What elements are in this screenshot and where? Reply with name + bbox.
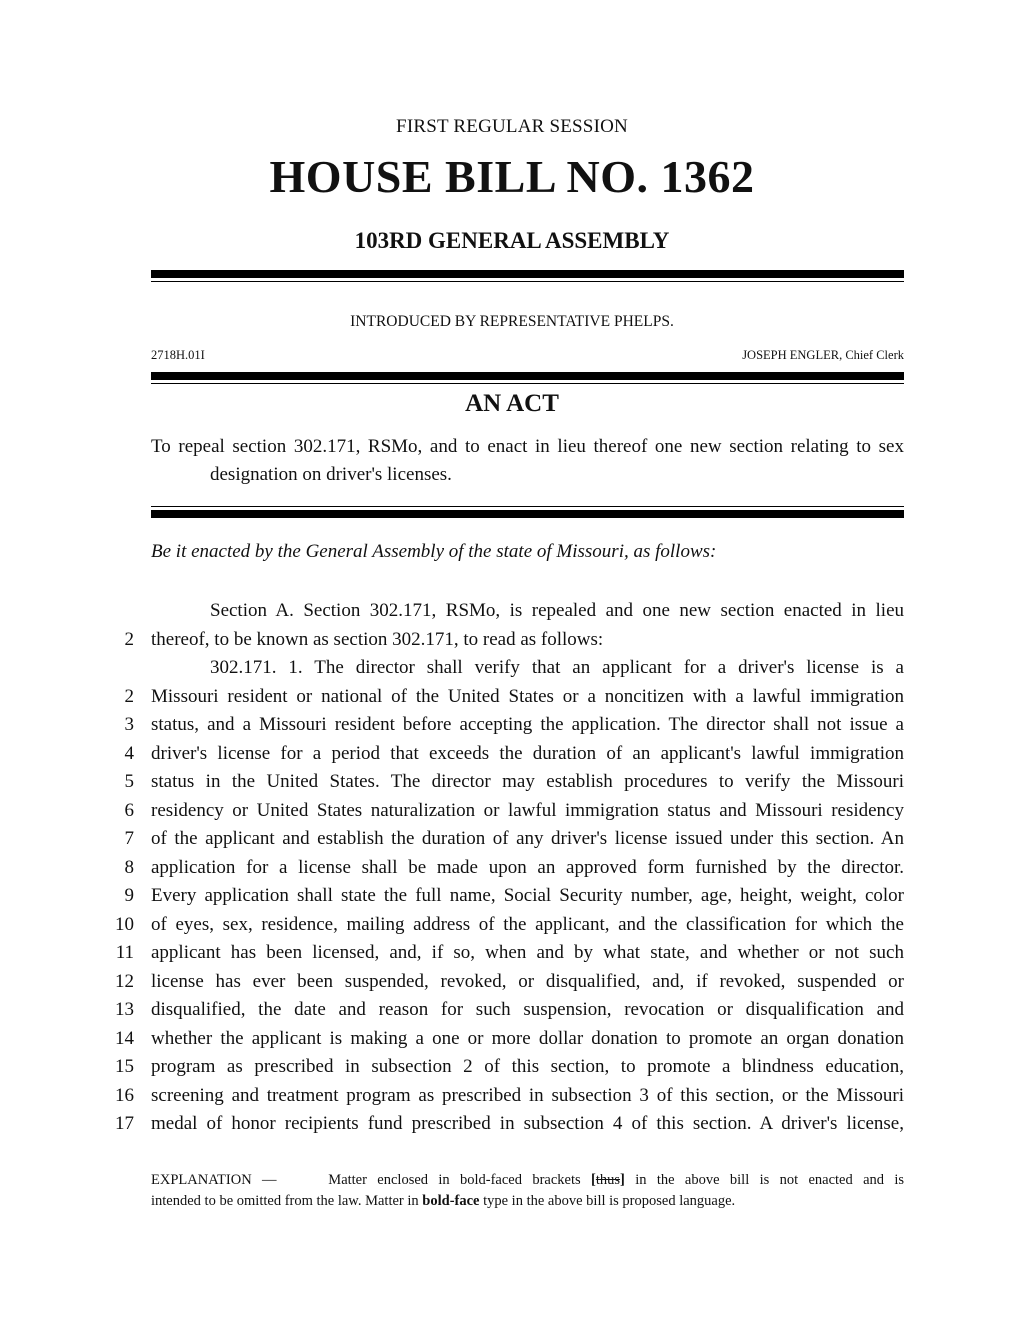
section-a-line2: thereof, to be known as section 302.171, to read as follows:: [151, 629, 604, 650]
statute-line: whether the applicant is making a one or more dollar donation to promote an organ donation: [151, 1028, 904, 1049]
bill-number: HOUSE BILL NO. 1362: [269, 151, 755, 202]
session-heading: FIRST REGULAR SESSION: [396, 116, 628, 137]
act-heading: AN ACT: [465, 390, 559, 417]
statute-line: status, and a Missouri resident before accepting the application. The director shall not issue a: [151, 714, 904, 735]
line-number: 12: [115, 971, 134, 992]
divider-thin: [151, 383, 904, 384]
divider-thick: [151, 510, 904, 518]
line-number: 17: [115, 1113, 134, 1134]
line-number: 2: [124, 629, 134, 650]
divider-thin: [151, 506, 904, 507]
explanation-label: EXPLANATION —: [151, 1172, 277, 1188]
explanation-text: in the above bill is not enacted and is: [635, 1172, 905, 1188]
general-assembly: 103RD GENERAL ASSEMBLY: [354, 228, 670, 253]
explanation-line1: [151, 1170, 904, 1191]
lr-code: 2718H.01I: [151, 348, 205, 362]
line-number: 7: [124, 828, 134, 849]
statute-line: screening and treatment program as prescribed in subsection 3 of this section, or the Missouri: [151, 1085, 904, 1106]
statute-line: of eyes, sex, residence, mailing address of the applicant, and the classification for which the: [151, 914, 904, 935]
line-number: 2: [124, 686, 134, 707]
line-number: 14: [115, 1028, 134, 1049]
section-302-171-line1: 302.171. 1. The director shall verify that an applicant for a driver's license is a: [210, 657, 904, 678]
struck-example: thus: [595, 1172, 621, 1188]
divider-thin: [151, 281, 904, 282]
introduced-by: INTRODUCED BY REPRESENTATIVE PHELPS.: [350, 313, 674, 330]
statute-line: medal of honor recipients fund prescribed in subsection 4 of this section. A driver's license,: [151, 1113, 904, 1134]
line-number: 10: [115, 914, 134, 935]
line-number: 11: [115, 942, 134, 963]
statute-line: of the applicant and establish the duration of any driver's license issued under this section. An: [151, 828, 904, 849]
line-number: 15: [115, 1056, 134, 1077]
explanation-text: Matter enclosed in bold-faced brackets: [328, 1172, 581, 1188]
bracket-open: [: [591, 1172, 596, 1188]
bold-face-example: bold-face: [422, 1193, 480, 1209]
statute-line: license has ever been suspended, revoked, or disqualified, and, if revoked, suspended or: [151, 971, 904, 992]
statute-line: residency or United States naturalization or lawful immigration status and Missouri residency: [151, 800, 904, 821]
statute-line: driver's license for a period that exceeds the duration of an applicant's lawful immigration: [151, 743, 904, 764]
statute-line: Missouri resident or national of the United States or a noncitizen with a lawful immigration: [151, 686, 904, 707]
line-number: 3: [124, 714, 134, 735]
line-number: 9: [124, 885, 134, 906]
enacting-clause: Be it enacted by the General Assembly of the state of Missouri, as follows:: [151, 541, 717, 562]
explanation-note: [151, 1170, 904, 1212]
line-number: 5: [124, 771, 134, 792]
explanation-text: type in the above bill is proposed language.: [483, 1193, 736, 1209]
statute-line: disqualified, the date and reason for such suspension, revocation or disqualification and: [151, 999, 904, 1020]
statute-line: Every application shall state the full name, Social Security number, age, height, weight, color: [151, 885, 904, 906]
section-a-line1: Section A. Section 302.171, RSMo, is repealed and one new section enacted in lieu: [210, 600, 904, 621]
divider-thick: [151, 372, 904, 380]
line-number: 6: [124, 800, 134, 821]
statute-line: application for a license shall be made upon an approved form furnished by the director.: [151, 857, 904, 878]
line-number: 16: [115, 1085, 134, 1106]
explanation-text: intended to be omitted from the law. Matter in: [151, 1193, 419, 1209]
divider-thick: [151, 270, 904, 278]
explanation-line2: [151, 1191, 904, 1212]
chief-clerk: JOSEPH ENGLER, Chief Clerk: [742, 348, 904, 362]
statute-line: program as prescribed in subsection 2 of this section, to promote a blindness education,: [151, 1056, 904, 1077]
act-title-line1: To repeal section 302.171, RSMo, and to enact in lieu thereof one new section relating to sex: [151, 436, 904, 457]
bracket-close: ]: [620, 1172, 625, 1188]
line-number: 4: [124, 743, 134, 764]
statute-line: applicant has been licensed, and, if so, when and by what state, and whether or not such: [151, 942, 904, 963]
line-number: 8: [124, 857, 134, 878]
line-number: 13: [115, 999, 134, 1020]
act-title-line2: designation on driver's licenses.: [210, 464, 452, 485]
statute-line: status in the United States. The director may establish procedures to verify the Missouri: [151, 771, 904, 792]
